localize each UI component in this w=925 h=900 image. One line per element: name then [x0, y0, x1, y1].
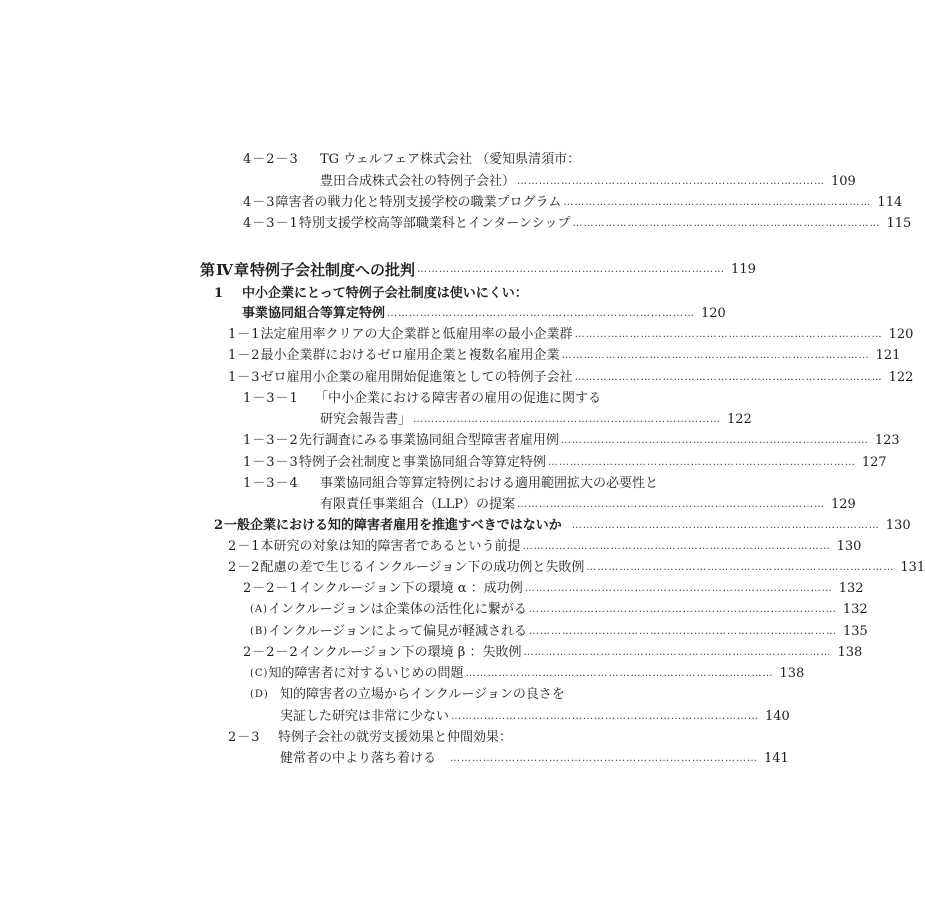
toc-entry-2-1 — [228, 537, 862, 557]
toc-entry-title: 実証した研究は非常に少ない — [280, 709, 450, 724]
leader-dots: ………………………………………………………………………… — [524, 583, 833, 594]
chapter-title: 特例子会社制度への批判 — [250, 261, 416, 279]
toc-section-1 — [214, 284, 683, 304]
leader-dots: ………………………………………………………………………… — [417, 264, 726, 275]
toc-entry-title: 障害者の戦力化と特別支援学校の職業プログラム — [275, 195, 562, 210]
toc-page-number: 119 — [731, 262, 756, 277]
toc-entry-number: 1 — [214, 286, 225, 301]
leader-dots: ………………………………………………………………………… — [547, 457, 856, 468]
toc-entry-1-3-1-cont — [320, 410, 752, 430]
toc-page-number: 129 — [831, 497, 856, 512]
leader-dots: ………………………………………………………………………… — [574, 372, 883, 383]
toc-entry-a — [250, 600, 868, 620]
toc-entry-number: 1－2 — [228, 348, 261, 363]
toc-page-number: 120 — [888, 327, 914, 342]
toc-entry-b — [250, 622, 868, 642]
leader-dots: ………………………………………………………………………… — [563, 197, 872, 208]
toc-entry-c — [250, 664, 805, 684]
leader-dots: ………………………………………………………………………… — [528, 604, 837, 615]
toc-page-number: 121 — [875, 348, 901, 363]
toc-entry-number: 4－3 — [243, 195, 276, 210]
toc-entry-title: 法定雇用率クリアの大企業群と低雇用率の最小企業群 — [260, 327, 573, 342]
leader-dots: ………………………………………………………………………… — [451, 711, 760, 722]
toc-entry-number: (C) — [250, 668, 269, 679]
toc-entry-number: 1－3 — [228, 370, 261, 385]
toc-entry-number: 2－2 — [228, 560, 261, 575]
leader-dots: ………………………………………………………………………… — [574, 329, 883, 340]
toc-entry-4-2-3 — [243, 150, 683, 170]
toc-entry-1-2 — [228, 346, 901, 366]
toc-entry-1-1 — [228, 325, 914, 345]
toc-entry-number: 4－3－1 — [243, 216, 299, 231]
toc-entry-title: 特別支援学校高等部職業科とインターンシップ — [298, 216, 571, 231]
toc-entry-title: 事業協同組合等算定特例 — [242, 306, 386, 321]
toc-entry-title: インクルージョン下の環境 α ：成功例 — [298, 581, 523, 596]
leader-dots: ………………………………………………………………………… — [586, 562, 895, 573]
toc-entry-2-2 — [228, 558, 925, 578]
toc-entry-title: 豊田合成株式会社の特例子会社） — [320, 174, 516, 189]
toc-entry-number: 1－3－3 — [243, 455, 299, 470]
toc-page-number: 138 — [779, 666, 805, 681]
toc-entry-2-3-cont — [280, 749, 789, 769]
toc-page-number: 138 — [837, 645, 863, 660]
toc-page-number: 130 — [836, 539, 862, 554]
toc-entry-title: 知的障害者に対するいじめの問題 — [268, 666, 464, 681]
toc-entry-1-3-4-cont — [320, 495, 856, 515]
toc-entry-2-2-1 — [243, 579, 864, 599]
leader-dots: ………………………………………………………………………… — [561, 350, 870, 361]
leader-dots: ………………………………………………………………………… — [523, 647, 832, 658]
toc-entry-title: 「中小企業における障害者の雇用の促進に関する — [315, 391, 602, 406]
toc-page-number: 130 — [885, 518, 911, 533]
leader-dots: ………………………………………………………………………… — [522, 541, 831, 552]
toc-entry-title: 本研究の対象は知的障害者であるという前提 — [260, 539, 521, 554]
toc-entry-number: (A) — [250, 604, 269, 615]
toc-entry-number: 1－1 — [228, 327, 261, 342]
toc-page-number: 115 — [886, 216, 912, 231]
chapter-number: 第Ⅳ章 — [200, 261, 251, 279]
toc-entry-number: 2 — [214, 518, 225, 533]
toc-section-1-cont — [242, 304, 726, 324]
toc-entry-title: 研究会報告書」 — [320, 412, 412, 427]
toc-entry-title: 有限責任事業組合（LLP）の提案 — [320, 497, 516, 512]
toc-entry-number: 2－3 — [228, 730, 261, 745]
leader-dots: ………………………………………………………………………… — [572, 218, 881, 229]
toc-entry-title: 最小企業群におけるゼロ雇用企業と複数名雇用企業 — [260, 348, 560, 363]
toc-entry-4-3-1 — [243, 214, 912, 234]
leader-dots: ………………………………………………………………………… — [571, 520, 880, 531]
toc-page-number: 135 — [843, 624, 868, 639]
toc-page-number: 131 — [900, 560, 925, 575]
leader-dots: ………………………………………………………………………… — [465, 668, 774, 679]
toc-page-number: 140 — [765, 709, 790, 724]
toc-entry-d — [250, 685, 683, 705]
toc-entry-title: TG ウェルフェア株式会社 （愛知県清須市： — [320, 152, 581, 167]
toc-entry-1-3 — [228, 368, 914, 388]
toc-entry-1-3-4 — [243, 474, 683, 494]
toc-entry-1-3-3 — [243, 453, 887, 473]
leader-dots: ………………………………………………………………………… — [529, 626, 837, 637]
toc-entry-number: 1－3－4 — [243, 476, 299, 491]
toc-page-number: 109 — [831, 174, 856, 189]
toc-entry-title: 健常者の中より落ち着ける — [280, 751, 437, 766]
toc-entry-title: 知的障害者の立場からインクルージョンの良さを — [280, 687, 565, 702]
leader-dots: ………………………………………………………………………… — [450, 753, 759, 764]
toc-entry-number: (B) — [250, 626, 269, 637]
toc-page-number: 122 — [727, 412, 752, 427]
toc-page-number: 127 — [861, 455, 887, 470]
toc-page-number: 141 — [764, 751, 789, 766]
toc-entry-number: 2－1 — [228, 539, 261, 554]
toc-entry-title: 一般企業における知的障害者雇用を推進すべきではないか — [224, 518, 562, 533]
toc-entry-title: 中小企業にとって特例子会社制度は使いにくい： — [242, 286, 528, 301]
toc-entry-number: 1－3－1 — [243, 391, 299, 406]
toc-page-number: 132 — [842, 602, 868, 617]
toc-entry-4-2-3-cont — [320, 172, 856, 192]
toc-entry-title: 配慮の差で生じるインクルージョン下の成功例と失敗例 — [260, 560, 585, 575]
toc-page-number: 114 — [877, 195, 903, 210]
toc-entry-4-3 — [243, 193, 903, 213]
toc-entry-title: 特例子会社の就労支援効果と仲間効果： — [278, 730, 513, 745]
leader-dots: ………………………………………………………………………… — [413, 414, 722, 425]
toc-entry-d-cont — [280, 707, 790, 727]
toc-entry-number: 1－3－2 — [243, 433, 299, 448]
toc-entry-number: 2－2－2 — [243, 645, 299, 660]
toc-entry-1-3-2 — [243, 431, 900, 451]
toc-entry-number: 4－2－3 — [243, 152, 299, 167]
toc-entry-2-2-2 — [243, 643, 863, 663]
toc-page-number: 123 — [874, 433, 900, 448]
toc-entry-title: ゼロ雇用小企業の雇用開始促進策としての特例子会社 — [260, 370, 573, 385]
toc-entry-title: 事業協同組合等算定特例における適用範囲拡大の必要性と — [320, 476, 659, 491]
toc-entry-title: インクルージョンによって偏見が軽減される — [268, 624, 527, 639]
toc-entry-number: 2－2－1 — [243, 581, 299, 596]
leader-dots: ………………………………………………………………………… — [387, 308, 696, 319]
leader-dots: ………………………………………………………………………… — [517, 499, 826, 510]
toc-entry-title: 特例子会社制度と事業協同組合等算定特例 — [298, 455, 546, 470]
toc-entry-1-3-1 — [243, 389, 683, 409]
toc-page-number: 120 — [701, 306, 726, 321]
toc-entry-title: インクルージョンは企業体の活性化に繋がる — [268, 602, 527, 617]
toc-chapter-4 — [200, 258, 756, 282]
toc-entry-title: インクルージョン下の環境 β ：失敗例 — [298, 645, 522, 660]
toc-page-number: 122 — [888, 370, 914, 385]
toc-page-number: 132 — [838, 581, 864, 596]
toc-section-2 — [214, 516, 911, 536]
leader-dots: ………………………………………………………………………… — [517, 176, 826, 187]
toc-entry-number: (D) — [250, 689, 269, 700]
toc-entry-2-3 — [228, 728, 683, 748]
toc-entry-title: 先行調査にみる事業協同組合型障害者雇用例 — [298, 433, 559, 448]
leader-dots: ………………………………………………………………………… — [560, 435, 869, 446]
